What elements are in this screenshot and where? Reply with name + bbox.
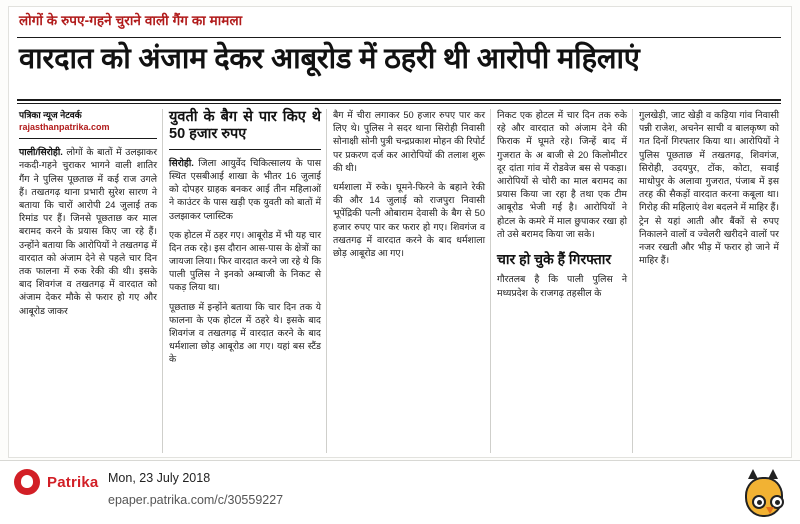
article-clipping — [8, 6, 792, 458]
byline-site: rajasthanpatrika.com — [19, 122, 110, 133]
paragraph: एक होटल में ठहर गए। आबूरोड में भी यह चार दिन तक रहे। इस दौरान आस-पास के क्षेत्रों का जायजा लिया। फिर वारदात करने जा रहे थे कि पाली पुलिस ने इनको अम्बाजी के निकट से पकड़ लिया था। — [169, 229, 321, 293]
dateline: पाली/सिरोही. — [19, 147, 63, 158]
article-column-2 — [169, 109, 321, 367]
page-title: वारदात को अंजाम देकर आबूरोड में ठहरी थी आरोपी महिलाएं — [19, 43, 640, 75]
article-column-1 — [19, 109, 157, 318]
footer-bar — [0, 460, 800, 524]
brand-name: Patrika — [47, 473, 99, 491]
owl-body — [745, 477, 783, 517]
article-columns — [17, 109, 783, 453]
column-divider-1 — [162, 109, 163, 453]
epaper-url[interactable]: epaper.patrika.com/c/30559227 — [108, 493, 284, 507]
column-divider-3 — [490, 109, 491, 453]
paragraph: धर्मशाला में रुके। घूमने-फिरने के बहाने रेकी की और 14 जुलाई को राजपुरा निवासी भूपेंद्रिकी पत्नी ओबाराम देवासी के बैग से 50 हजार रुपए पार कर फरार हो गए। शिवगंज व तखतगढ़ में वारदात करने के बाद धर्मशाला छोड़ आबूरोड आ गए। — [333, 181, 485, 258]
article-column-5 — [639, 109, 779, 267]
owl-mascot-icon — [742, 467, 786, 519]
paragraph: गुलखेड़ी, जाट खेड़ी व कड़िया गांव निवासी पन्नी राजेश, अचनेन साची व बालकृष्ण को गत दिनों गिरफ्तार किया था। आरोपियों ने पुलिस पूछताछ में तखतगढ़, शिवगंज, सिरोही, उदयपुर, टोंक, कोटा, सवाई माधोपुर के अलावा गुजरात, पंजाब में इस तरह की सैकड़ों वारदात करना कबूला था। गिरोह की महिलाएं वेश बदलने में माहिर हैं। ट्रेन से यहां आती और बैंकों से रुपए निकालने वालों व ज्वेलरी खरीदने वालों पर नजर रखती और भीड़ में फरार हो जाने में माहिर हैं। — [639, 110, 779, 266]
dateline: सिरोही. — [169, 157, 194, 168]
byline-label: पत्रिका न्यूज नेटवर्क — [19, 110, 82, 120]
owl-beak — [766, 507, 774, 514]
paragraph — [19, 146, 157, 317]
owl-eye-left — [752, 495, 766, 509]
publication-date: Mon, 23 July 2018 — [108, 471, 211, 485]
paragraph: पूछताछ में इन्होंने बताया कि चार दिन तक ये फालना के एक होटल में ठहरे थे। इसके बाद शिवगंज व तखतगढ़ में वारदात करने के बाद धर्मशाला छोड़ आबूरोड आ गए। यहां बस स्टैंड के — [169, 301, 321, 365]
article-kicker: लोगों के रुपए-गहने चुराने वाली गैंग का मामला — [19, 13, 243, 28]
divider-headline-thick — [17, 99, 781, 101]
patrika-flame-icon — [14, 469, 40, 495]
article-column-4 — [497, 109, 627, 300]
column-divider-4 — [632, 109, 633, 453]
article-column-3 — [333, 109, 485, 260]
paragraph: निकट एक होटल में चार दिन तक रुके रहे और वारदात को अंजाम देने की फिराक में घूमते रहे। जिन्हें बाद में गुजरात के अ बाजी से 20 किलोमीटर दूर दांता गांव में रोडवेज बस से पकड़ा। आरोपियों से चोरी का माल बरामद का प्रयास किया जा रहा है तथा एक टीम आबूरोड भेजी गई है। आरोपियों ने होटल के कमरे में माल छुपाकर रखा हो तो उसे बरामद किया जा सके। — [497, 110, 627, 239]
article-crosshead: चार हो चुके हैं गिरफ्तार — [497, 250, 612, 267]
divider-headline-thin — [17, 103, 781, 104]
article-subhead: युवती के बैग से पार किए थे 50 हजार रुपए — [169, 109, 321, 150]
paragraph — [169, 157, 321, 223]
byline-divider — [19, 138, 157, 139]
paragraph: गौरतलब है कि पाली पुलिस ने मध्यप्रदेश के राजगढ़ तहसील के — [497, 274, 627, 298]
divider-top — [17, 37, 781, 38]
byline — [19, 109, 157, 133]
brand-logo[interactable] — [14, 469, 98, 495]
column-divider-2 — [326, 109, 327, 453]
paragraph: बैग में चीरा लगाकर 50 हजार रुपए पार कर लिए थे। पुलिस ने सदर थाना सिरोही निवासी सोनाक्षी सोनी पुत्री चन्द्रप्रकाश मोहन की रिपोर्ट पर प्रकरण दर्ज कर आरोपियों की तलाश शुरू की थी। — [333, 110, 485, 173]
paragraph-text: लोगों के बातों में उलझाकर नकदी-गहने चुराकर भागने वाली शातिर गैंग ने पुलिस पूछताछ में कई राज उगले हैं। तखतगढ़ थाना प्रभारी सुरेश सारण ने बताया कि चारों आरोपी 24 जुलाई तक रिमांड पर हैं। जिनसे पूछताछ कर माल बरामद करने के प्रयास किए जा रहे हैं। उन्होंने बताया कि आरोपियों ने तखतगढ़ में वारदात को अंजाम देने से पहले चार दिन तक फालना में रुक रेकी की थी। इसके बाद शिवगंज व तखतगढ़ में वारदात को अंजाम देकर मौके से फरार हो गए और आबूरोड जाकर — [19, 147, 157, 316]
paragraph-text: जिला आयुर्वेद चिकित्सालय के पास स्थित एसबीआई शाखा के भीतर 16 जुलाई को दोपहर ग्राहक बनकर आई तीन महिलाओं ने काउंटर के पास खड़ी एक युवती को बातों में उलझाकर प्लास्टिक — [169, 157, 321, 221]
